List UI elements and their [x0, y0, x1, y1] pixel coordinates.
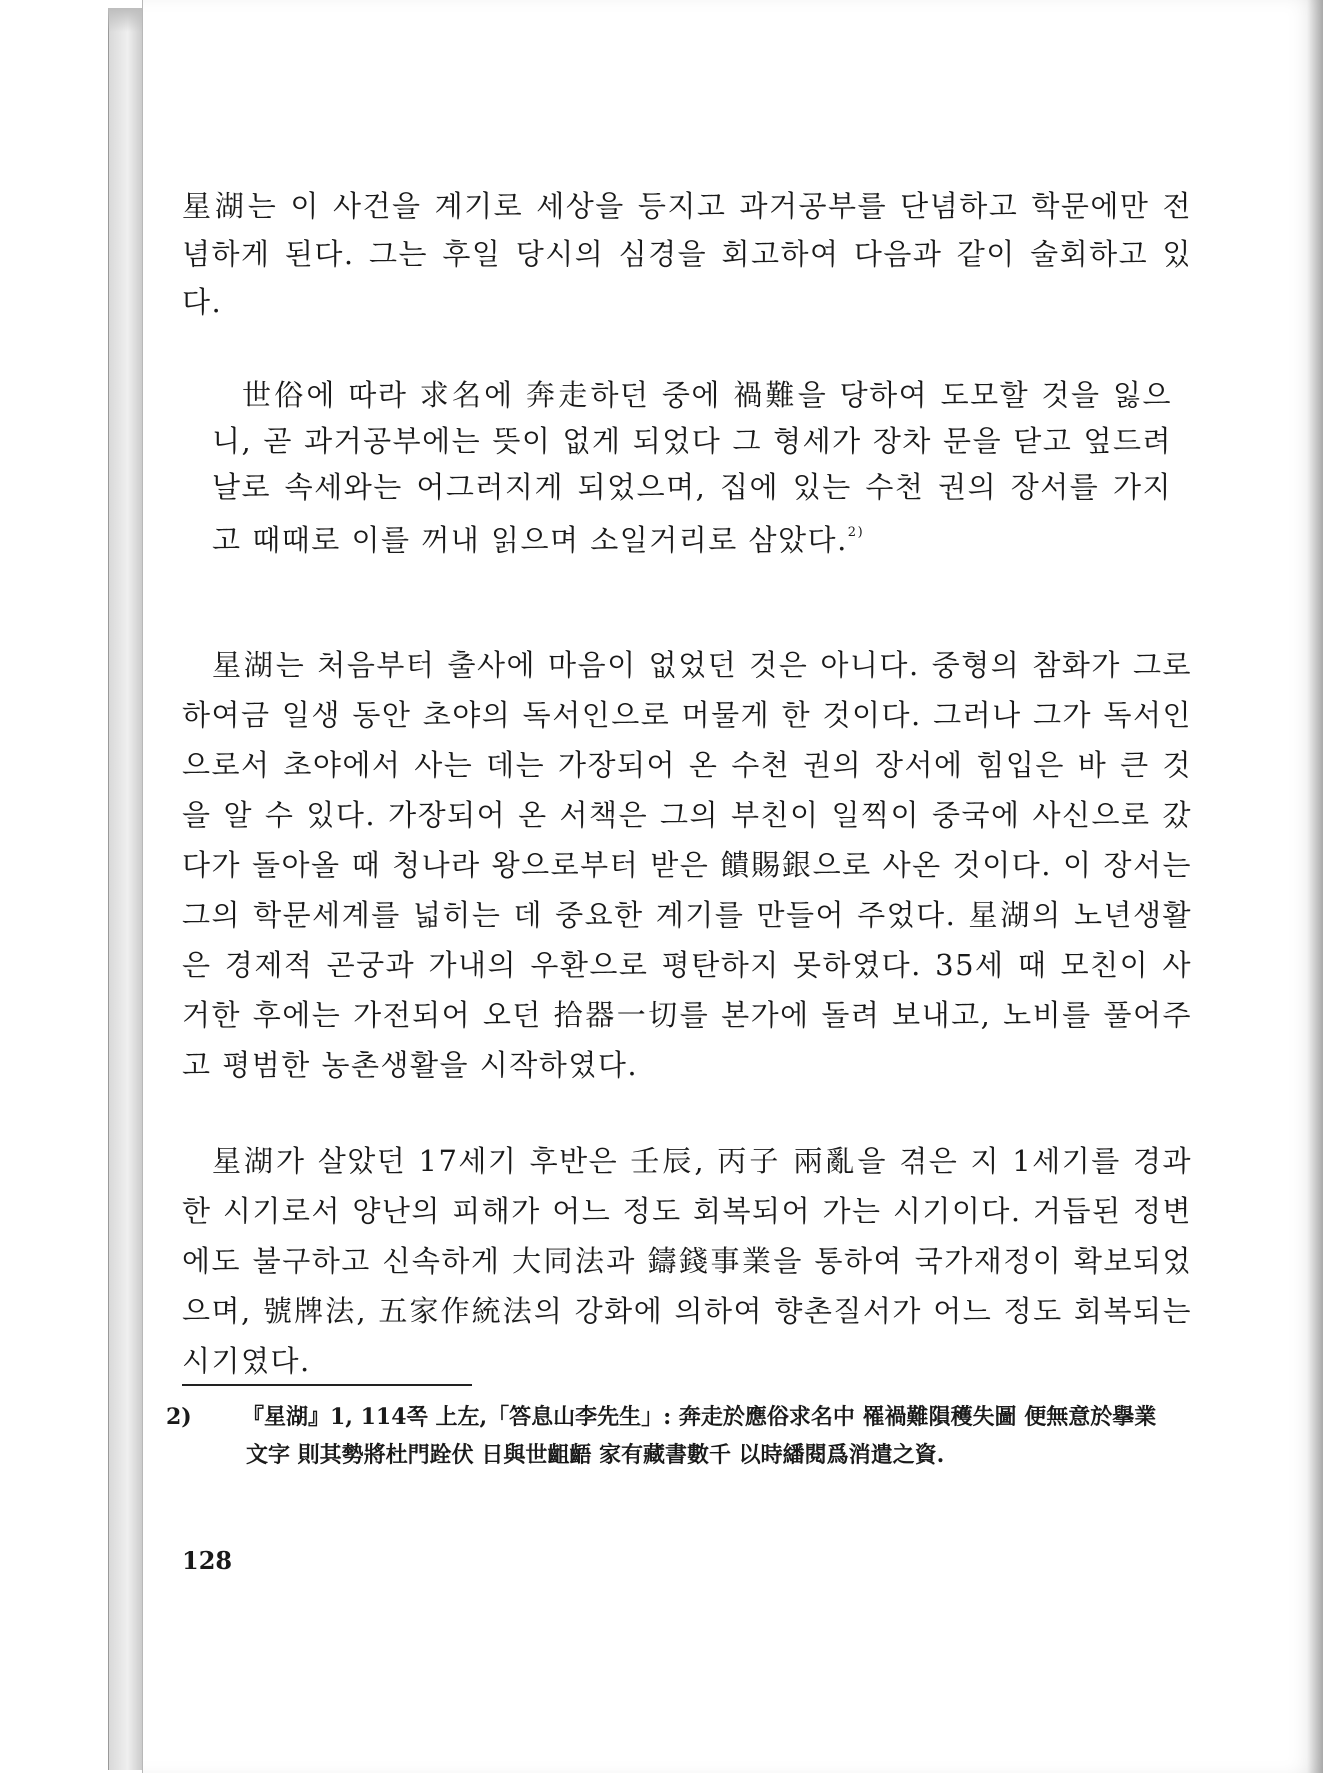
footnote [166, 1398, 1166, 1474]
book-spine-shadow [108, 8, 142, 32]
paragraph-historical-context: 星湖가 살았던 17세기 후반은 壬辰, 丙子 兩亂을 겪은 지 1세기를 경과한 시기로서 양난의 피해가 어느 정도 회복되어 가는 시기이다. 거듭된 정변에도 불구하고 신속하게 大同法과 鑄錢事業을 통하여 국가재정이 확보되었으며, 號牌法, 五家作統法의 강화에 의하여 향촌질서가 어느 정도 회복되는 시기였다. [182, 1144, 1192, 1378]
block-quote [212, 372, 1172, 563]
block-quote-text: 世俗에 따라 求名에 奔走하던 중에 禍難을 당하여 도모할 것을 잃으니, 곧 과거공부에는 뜻이 없게 되었다 그 형세가 장차 문을 닫고 엎드려 날로 속세와는 어그러지게 되었으며, 집에 있는 수천 권의 장서를 가지고 때때로 이를 꺼내 읽으며 소일거리로 삼았다. [212, 378, 1172, 557]
paragraph-library: 星湖는 처음부터 출사에 마음이 없었던 것은 아니다. 중형의 참화가 그로 하여금 일생 동안 초야의 독서인으로 머물게 한 것이다. 그러나 그가 독서인으로서 초야에서 사는 데는 가장되어 온 수천 권의 장서에 힘입은 바 큰 것을 알 수 있다. 가장되어 온 서책은 그의 부친이 일찍이 중국에 사신으로 갔다가 돌아올 때 청나라 왕으로부터 받은 饋賜銀으로 사온 것이다. 이 장서는 그의 학문세계를 넓히는 데 중요한 계기를 만들어 주었다. 星湖의 노년생활은 경제적 곤궁과 가내의 우환으로 평탄하지 못하였다. 35세 때 모친이 사거한 후에는 가전되어 오던 拾器一切를 본가에 돌려 보내고, 노비를 풀어주고 평범한 농촌생활을 시작하였다. [182, 648, 1192, 1082]
book-spine [108, 8, 144, 1770]
paragraph-intro: 星湖는 이 사건을 계기로 세상을 등지고 과거공부를 단념하고 학문에만 전념하게 된다. 그는 후일 당시의 심경을 회고하여 다음과 같이 술회하고 있다. [182, 189, 1192, 319]
page-number: 128 [182, 1546, 233, 1575]
footnote-divider [182, 1384, 472, 1386]
footnote-text: 『星湖』1, 114쪽 上左,「答息山李先生」: 奔走於應俗求名中 罹禍難隕穫失圖 便無意於擧業文字 則其勢將杜門跧伏 日與世齟齬 家有藏書數千 以時繙閱爲消遣之資. [242, 1404, 1157, 1468]
footnote-reference: 2) [847, 525, 865, 540]
page-edge-shadow [1307, 0, 1323, 1773]
footnote-number: 2) [166, 1404, 192, 1430]
